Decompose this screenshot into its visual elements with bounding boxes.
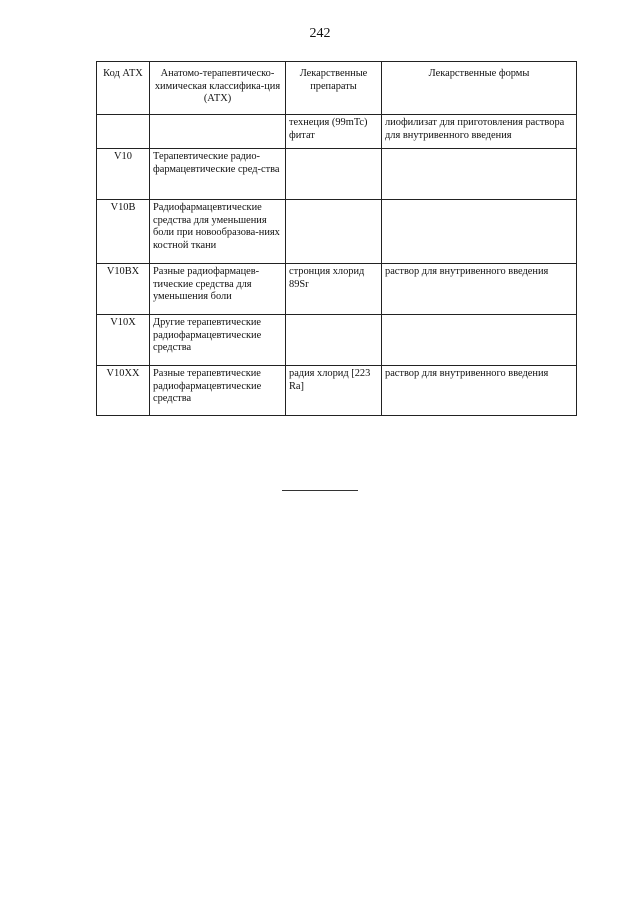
cell-dosage-form — [382, 200, 577, 264]
table-row — [97, 264, 577, 315]
header-drugs: Лекарственные препараты — [286, 62, 382, 115]
header-classification: Анатомо-терапевтическо-химическая классифика-ция (АТХ) — [150, 62, 286, 115]
header-dosage-forms: Лекарственные формы — [382, 62, 577, 115]
cell-dosage-form — [382, 315, 577, 366]
cell-atx-code: V10X — [97, 315, 150, 366]
cell-dosage-form: раствор для внутривенного введения — [382, 264, 577, 315]
cell-atx-code — [97, 115, 150, 149]
cell-classification — [150, 115, 286, 149]
cell-atx-code: V10BX — [97, 264, 150, 315]
cell-classification: Другие терапевтические радиофармацевтические средства — [150, 315, 286, 366]
header-atx-code: Код АТХ — [97, 62, 150, 115]
cell-drug — [286, 200, 382, 264]
cell-classification: Терапевтические радио-фармацевтические сред-ства — [150, 149, 286, 200]
cell-atx-code: V10B — [97, 200, 150, 264]
end-separator-line — [282, 490, 358, 491]
table-row — [97, 366, 577, 416]
atx-table — [96, 61, 577, 416]
cell-dosage-form — [382, 149, 577, 200]
cell-classification: Разные терапевтические радиофармацевтические средства — [150, 366, 286, 416]
table-header-row — [97, 62, 577, 115]
cell-drug — [286, 315, 382, 366]
cell-drug: радия хлорид [223 Ra] — [286, 366, 382, 416]
table-row — [97, 115, 577, 149]
cell-drug: стронция хлорид 89Sr — [286, 264, 382, 315]
cell-classification: Радиофармацевтические средства для уменьшения боли при новообразова-ниях костной ткани — [150, 200, 286, 264]
table-row — [97, 315, 577, 366]
cell-classification: Разные радиофармацев-тические средства для уменьшения боли — [150, 264, 286, 315]
page-number: 242 — [309, 26, 331, 41]
cell-atx-code: V10XX — [97, 366, 150, 416]
cell-drug — [286, 149, 382, 200]
cell-atx-code: V10 — [97, 149, 150, 200]
table-row — [97, 200, 577, 264]
cell-dosage-form: раствор для внутривенного введения — [382, 366, 577, 416]
table-row — [97, 149, 577, 200]
cell-drug: технеция (99mTc) фитат — [286, 115, 382, 149]
cell-dosage-form: лиофилизат для приготовления раствора для внутривенного введения — [382, 115, 577, 149]
